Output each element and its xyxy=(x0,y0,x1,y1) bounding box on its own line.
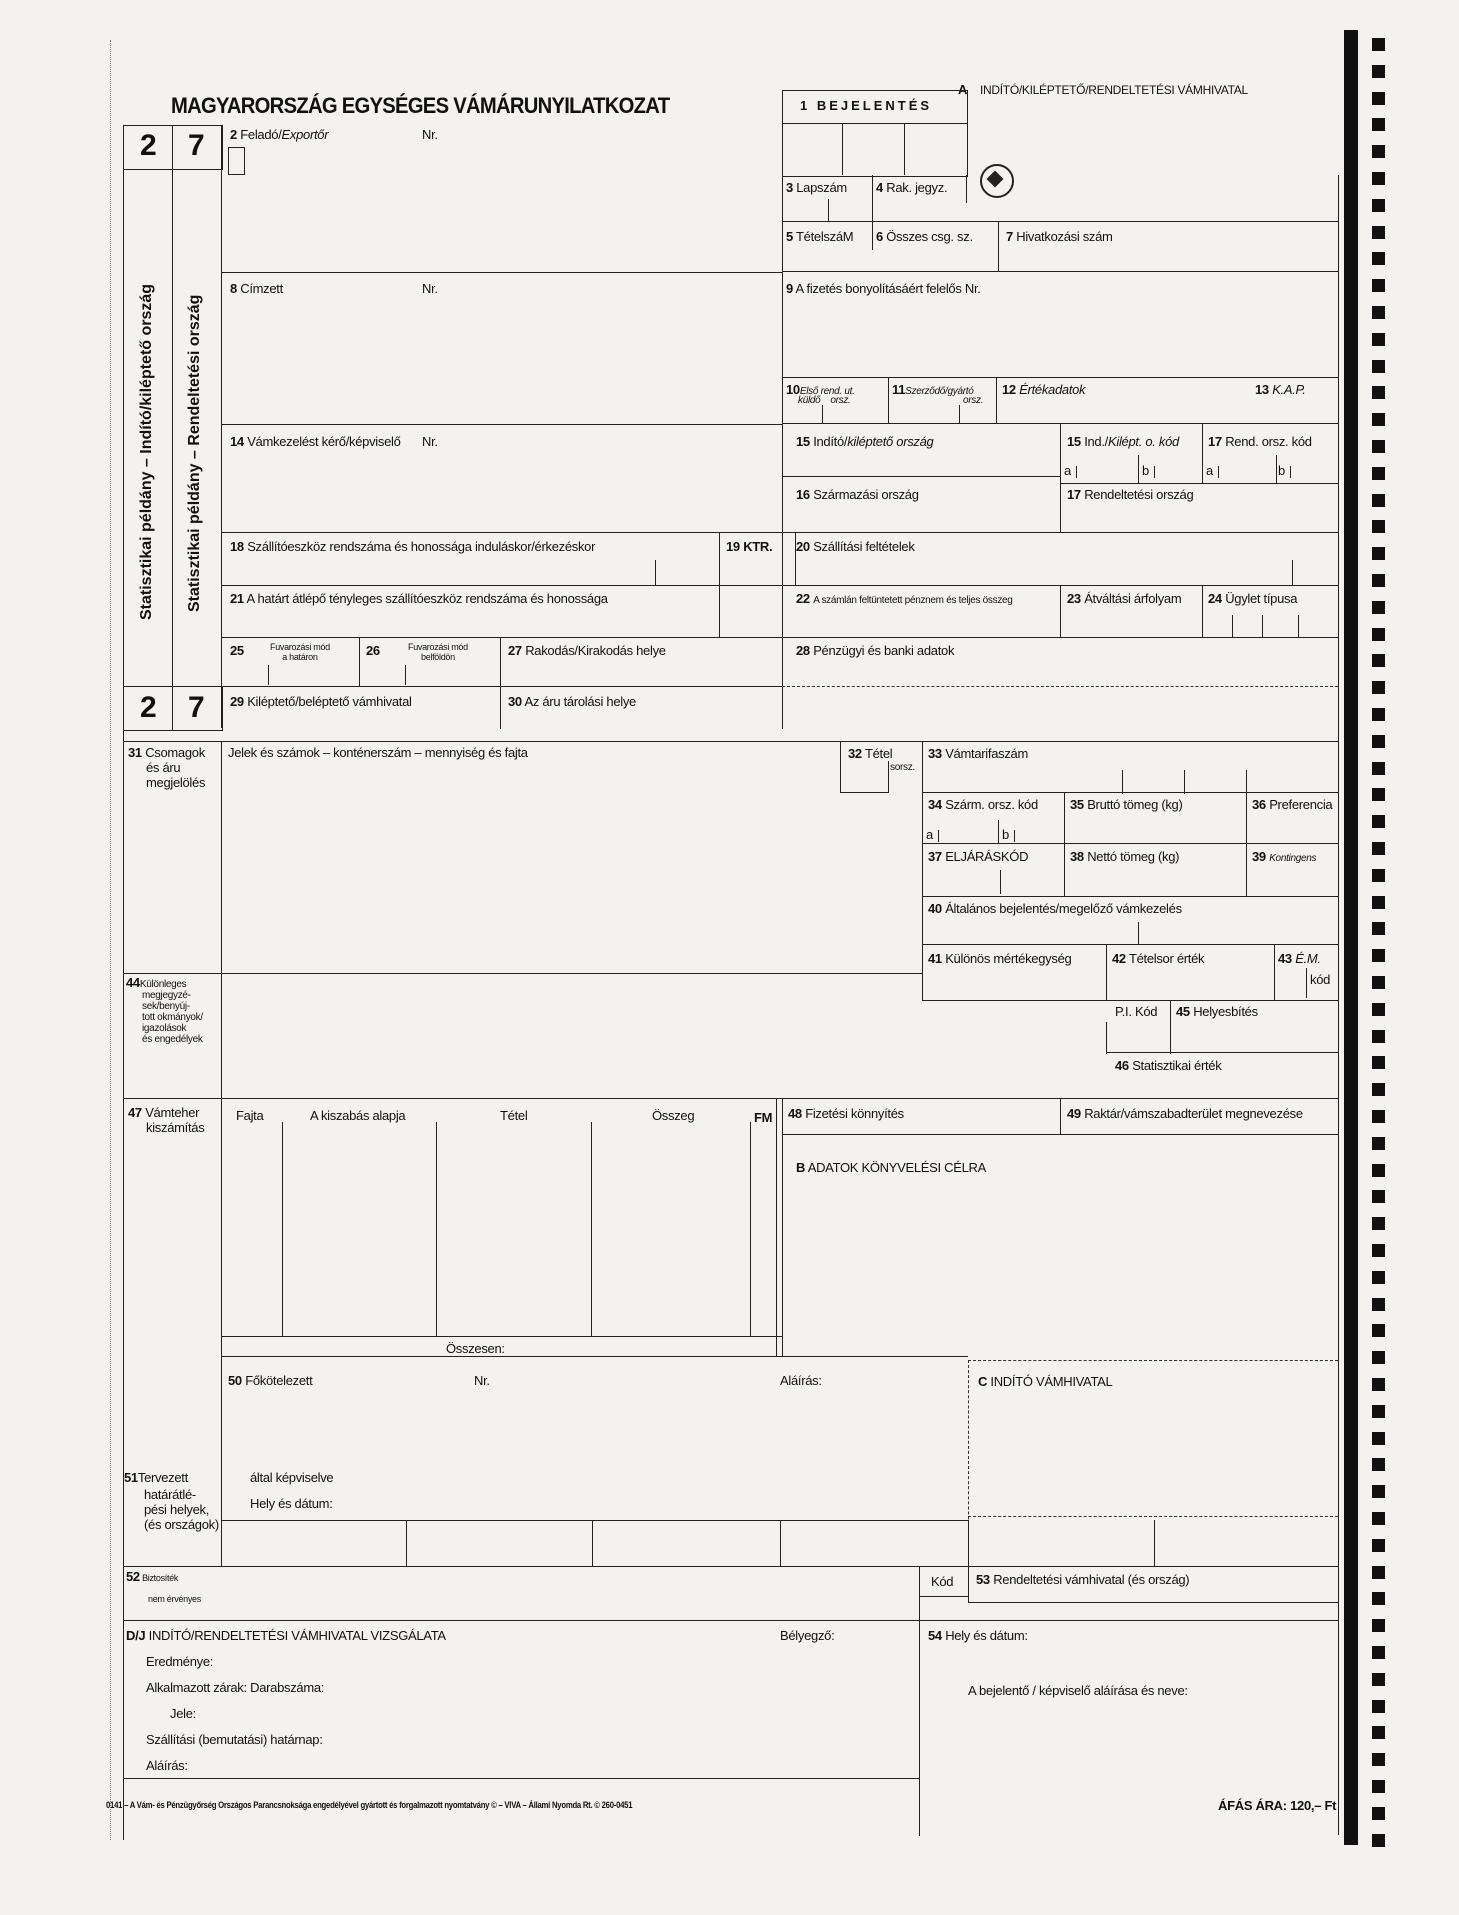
col-tetel: Tétel xyxy=(500,1108,528,1123)
binding-hole xyxy=(1372,1673,1385,1686)
binding-hole xyxy=(1372,1539,1385,1552)
binding-hole xyxy=(1372,1030,1385,1043)
binding-hole xyxy=(1372,1190,1385,1203)
box-34-label: 34 Szárm. orsz. kód xyxy=(928,797,1038,812)
box-52-label: 52 Biztosíték xyxy=(126,1569,179,1584)
binding-hole xyxy=(1372,1807,1385,1820)
box-20-label: 20 Szállítási feltételek xyxy=(796,539,915,554)
binding-hole xyxy=(1372,1405,1385,1418)
binding-hole xyxy=(1372,869,1385,882)
binding-hole xyxy=(1372,949,1385,962)
binding-hole xyxy=(1372,252,1385,265)
box-48-label: 48 Fizetési könnyítés xyxy=(788,1106,904,1121)
box-b-label: B ADATOK KÖNYVELÉSI CÉLRA xyxy=(796,1160,986,1175)
box-22-label: 22 A számlán feltüntetett pénznem és teljes összeg xyxy=(796,591,1013,606)
binding-hole xyxy=(1372,1485,1385,1498)
box-2-nr: Nr. xyxy=(422,127,438,142)
binding-hole xyxy=(1372,922,1385,935)
binding-hole xyxy=(1372,440,1385,453)
pi-code-label: P.I. Kód xyxy=(1115,1004,1158,1019)
box-17-label: 17 Rendeltetési ország xyxy=(1067,487,1194,502)
box-23-label: 23 Átváltási árfolyam xyxy=(1067,591,1182,606)
box-21-label: 21 A határt átlépő tényleges szállítóeszköz rendszáma és honossága xyxy=(230,591,608,606)
binding-hole xyxy=(1372,681,1385,694)
binding-hole xyxy=(1372,708,1385,721)
dj-signature-label: Aláírás: xyxy=(146,1758,188,1773)
binding-hole xyxy=(1372,360,1385,373)
copy-number-box-bottom xyxy=(123,686,223,731)
binding-hole xyxy=(1372,976,1385,989)
box-dj-label: D/J INDÍTÓ/RENDELTETÉSI VÁMHIVATAL VIZSGÁLATA xyxy=(126,1628,446,1643)
binding-hole xyxy=(1372,735,1385,748)
total-label: Összesen: xyxy=(446,1341,505,1356)
binding-hole xyxy=(1372,1164,1385,1177)
box-15-sub-b: b xyxy=(1142,463,1149,478)
box-16-label: 16 Származási ország xyxy=(796,487,919,502)
box-17-code-label: 17 Rend. orsz. kód xyxy=(1208,434,1312,449)
binding-strip xyxy=(1344,30,1358,1845)
binding-hole xyxy=(1372,1003,1385,1016)
box-29-label: 29 Kiléptető/beléptető vámhivatal xyxy=(230,694,412,709)
box-10-sub: küldő orsz. xyxy=(798,395,851,406)
box-37-label: 37 ELJÁRÁSKÓD xyxy=(928,849,1029,864)
box-51-lines: határátlé- pési helyek, (és országok) xyxy=(144,1487,219,1532)
box-12-label: 12 Értékadatok xyxy=(1002,382,1086,397)
binding-hole xyxy=(1372,199,1385,212)
binding-hole xyxy=(1372,333,1385,346)
col-fajta: Fajta xyxy=(236,1108,264,1123)
col-fm: FM xyxy=(754,1110,773,1125)
copy-number-box-top xyxy=(123,125,223,170)
binding-hole xyxy=(1372,628,1385,641)
binding-hole xyxy=(1372,386,1385,399)
box-38-label: 38 Nettó tömeg (kg) xyxy=(1070,849,1180,864)
copy-number-c: 2 xyxy=(140,691,157,724)
col-osszeg: Összeg xyxy=(652,1108,695,1123)
binding-hole xyxy=(1372,601,1385,614)
box-28-label: 28 Pénzügyi és banki adatok xyxy=(796,643,955,658)
binding-hole xyxy=(1372,279,1385,292)
binding-hole xyxy=(1372,1780,1385,1793)
box-50-label: 50 Főkötelezett xyxy=(228,1373,313,1388)
binding-hole xyxy=(1372,1834,1385,1847)
binding-hole xyxy=(1372,1110,1385,1123)
box-33-label: 33 Vámtarifaszám xyxy=(928,746,1028,761)
exporter-checkbox[interactable] xyxy=(228,147,245,175)
box-11-sub: orsz. xyxy=(963,395,984,406)
result-label: Eredménye: xyxy=(146,1654,214,1669)
binding-hole xyxy=(1372,1512,1385,1525)
box-27-label: 27 Rakodás/Kirakodás helye xyxy=(508,643,666,658)
box-c-label: C INDÍTÓ VÁMHIVATAL xyxy=(978,1374,1113,1389)
box-9-label: 9 A fizetés bonyolításáért felelős Nr. xyxy=(786,281,981,296)
box-31-label: 31 Csomagok és áru megjelölés xyxy=(128,745,206,790)
side-label-inner: Statisztikai példány – Rendeltetési ország xyxy=(186,294,203,612)
box-25-label: 25 xyxy=(230,643,244,658)
box-26-text: Fuvarozási mód belföldön xyxy=(408,642,468,662)
box-19-label: 19 KTR. xyxy=(726,539,773,554)
copy-number-b: 7 xyxy=(188,129,205,162)
box-13-label: 13 K.A.P. xyxy=(1255,382,1306,397)
binding-hole xyxy=(1372,65,1385,78)
box-52-sub: nem érvényes xyxy=(148,1594,201,1604)
box-30-label: 30 Az áru tárolási helye xyxy=(508,694,636,709)
box-35-label: 35 Bruttó tömeg (kg) xyxy=(1070,797,1183,812)
copy-number-d: 7 xyxy=(188,691,205,724)
box-14-nr: Nr. xyxy=(422,434,438,449)
binding-hole xyxy=(1372,574,1385,587)
side-label-outer: Statisztikai példány – Indító/kiléptető ország xyxy=(138,283,155,620)
box-52-code: Kód xyxy=(931,1574,954,1589)
box-46-label: 46 Statisztikai érték xyxy=(1115,1058,1222,1073)
binding-hole xyxy=(1372,762,1385,775)
binding-hole xyxy=(1372,172,1385,185)
binding-hole xyxy=(1372,1753,1385,1766)
box-26-label: 26 xyxy=(366,643,380,658)
binding-hole xyxy=(1372,306,1385,319)
place-date-label: Hely és dátum: xyxy=(250,1496,333,1511)
binding-hole xyxy=(1372,92,1385,105)
box-11-label: 11Szerződő/gyártó xyxy=(892,382,974,397)
binding-hole xyxy=(1372,547,1385,560)
footer-imprint: 0141 – A Vám- és Pénzügyőrség Országos Parancsnoksága engedélyével gyártott és forgalmazott nyomtatvány © – VIVA – Állami Nyomda Rt. © 260-0451 xyxy=(106,1800,633,1810)
binding-hole xyxy=(1372,1566,1385,1579)
box-2-label: 2 Feladó/Exportőr xyxy=(230,127,329,142)
copy-number-a: 2 xyxy=(140,129,157,162)
box-49-label: 49 Raktár/vámszabadterület megnevezése xyxy=(1067,1106,1303,1121)
binding-hole xyxy=(1372,1646,1385,1659)
box-32-label: 32 Tétel xyxy=(848,746,893,761)
binding-hole xyxy=(1372,1700,1385,1713)
box-1-label: 1 BEJELENTÉS xyxy=(800,98,933,113)
represented-by-label: által képviselve xyxy=(250,1470,334,1485)
box-32-sub: sorsz. xyxy=(890,762,915,773)
binding-hole xyxy=(1372,788,1385,801)
box-54-label: 54 Hely és dátum: xyxy=(928,1628,1028,1643)
box-39-label: 39 Kontingens xyxy=(1252,849,1317,864)
binding-hole xyxy=(1372,1298,1385,1311)
box-3-label: 3 Lapszám xyxy=(786,180,847,195)
box-25-text: Fuvarozási mód a határon xyxy=(270,642,330,662)
binding-hole xyxy=(1372,1432,1385,1445)
declarant-signature-label: A bejelentő / képviselő aláírása és neve: xyxy=(968,1683,1188,1698)
box-15-sub-a: a xyxy=(1064,463,1071,478)
box-8-nr: Nr. xyxy=(422,281,438,296)
binding-hole xyxy=(1372,145,1385,158)
box-15-code-label: 15 Ind./Kilépt. o. kód xyxy=(1067,434,1179,449)
box-a-letter: A xyxy=(958,82,968,97)
box-8-label: 8 Címzett xyxy=(230,281,283,296)
box-a-label: INDÍTÓ/KILÉPTETŐ/RENDELTETÉSI VÁMHIVATAL xyxy=(980,83,1248,97)
binding-hole xyxy=(1372,815,1385,828)
binding-hole xyxy=(1372,1592,1385,1605)
box-51-label: 51Tervezett xyxy=(124,1470,188,1485)
box-53-label: 53 Rendeltetési vámhivatal (és ország) xyxy=(976,1572,1190,1587)
binding-hole xyxy=(1372,467,1385,480)
stamp-label: Bélyegző: xyxy=(780,1628,835,1643)
box-17-sub-b: b xyxy=(1278,463,1285,478)
box-50-nr: Nr. xyxy=(474,1373,490,1388)
box-5-label: 5 TételszáM xyxy=(786,229,854,244)
box-10-label: 10Első rend. ut. xyxy=(786,382,855,397)
binding-hole xyxy=(1372,494,1385,507)
box-15-label: 15 Indító/kiléptető ország xyxy=(796,434,934,449)
box-31-text: Jelek és számok – konténerszám – mennyiség és fajta xyxy=(228,745,528,760)
binding-hole xyxy=(1372,842,1385,855)
binding-hole xyxy=(1372,226,1385,239)
deadline-label: Szállítási (bemutatási) határnap: xyxy=(146,1732,323,1747)
binding-hole xyxy=(1372,1458,1385,1471)
binding-hole xyxy=(1372,1378,1385,1391)
binding-hole xyxy=(1372,1351,1385,1364)
binding-hole xyxy=(1372,1083,1385,1096)
box-44-label: 44Különleges xyxy=(126,975,187,990)
binding-hole xyxy=(1372,1137,1385,1150)
box-44-lines: megjegyzé- sek/benyúj- tott okmányok/ igazolások és engedélyek xyxy=(142,990,203,1045)
binding-hole xyxy=(1372,413,1385,426)
footer-price: ÁFÁS ÁRA: 120,– Ft xyxy=(1218,1798,1337,1813)
box-7-label: 7 Hivatkozási szám xyxy=(1006,229,1113,244)
box-6-label: 6 Összes csg. sz. xyxy=(876,229,973,244)
box-50-signature-label: Aláírás: xyxy=(780,1373,822,1388)
perforation-line xyxy=(110,40,111,1840)
binding-hole xyxy=(1372,118,1385,131)
binding-hole xyxy=(1372,1056,1385,1069)
seals-label: Alkalmazott zárak: Darabszáma: xyxy=(146,1680,325,1695)
box-18-label: 18 Szállítóeszköz rendszáma és honossága induláskor/érkezéskor xyxy=(230,539,596,554)
box-36-label: 36 Preferencia xyxy=(1252,797,1333,812)
binding-hole xyxy=(1372,1244,1385,1257)
emblem-icon xyxy=(980,164,1014,198)
box-14-label: 14 Vámkezelést kérő/képviselő xyxy=(230,434,401,449)
binding-hole xyxy=(1372,1619,1385,1632)
col-kiszabas-alapja: A kiszabás alapja xyxy=(310,1108,406,1123)
binding-hole xyxy=(1372,654,1385,667)
binding-hole xyxy=(1372,38,1385,51)
binding-hole xyxy=(1372,896,1385,909)
seal-mark-label: Jele: xyxy=(170,1706,196,1721)
box-42-label: 42 Tételsor érték xyxy=(1112,951,1205,966)
form-title: MAGYARORSZÁG EGYSÉGES VÁMÁRUNYILATKOZAT xyxy=(171,93,670,118)
box-34-sub-a: a xyxy=(926,827,933,842)
binding-hole xyxy=(1372,520,1385,533)
box-24-label: 24 Ügylet típusa xyxy=(1208,591,1298,606)
box-45-label: 45 Helyesbítés xyxy=(1176,1004,1258,1019)
box-17-sub-a: a xyxy=(1206,463,1213,478)
box-43-sub: kód xyxy=(1310,972,1331,987)
box-43-label: 43 É.M. xyxy=(1278,951,1321,966)
box-4-label: 4 Rak. jegyz. xyxy=(876,180,948,195)
binding-hole xyxy=(1372,1271,1385,1284)
box-47-label: 47 Vámteher kiszámítás xyxy=(128,1105,205,1135)
binding-hole xyxy=(1372,1726,1385,1739)
binding-hole xyxy=(1372,1217,1385,1230)
box-40-label: 40 Általános bejelentés/megelőző vámkezelés xyxy=(928,901,1182,916)
box-34-sub-b: b xyxy=(1002,827,1009,842)
box-41-label: 41 Különös mértékegység xyxy=(928,951,1072,966)
binding-hole xyxy=(1372,1324,1385,1337)
